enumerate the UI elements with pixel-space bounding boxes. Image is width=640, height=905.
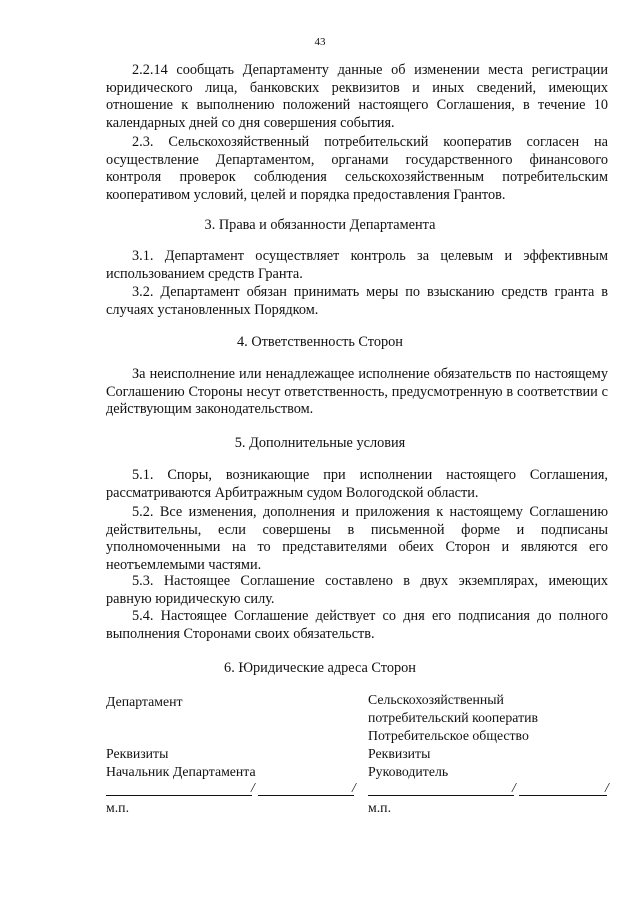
page-number: 43 [314,36,326,48]
paragraph-3-1: 3.1. Департамент осуществляет контроль за целевым и эффективным использованием средств Гранта. [106,248,608,282]
right-signature-slash-2: / [605,780,609,795]
right-signature-line [368,795,514,796]
right-signature-slash-1: / [512,780,516,795]
left-party-name: Департамент [106,694,183,709]
right-signer-title: Руководитель [368,764,449,779]
paragraph-4: За неисполнение или ненадлежащее исполнение обязательств по настоящему Соглашению Стороны несут ответственность, предусмотренную в соответствии с действующим законодательством. [106,366,608,418]
left-signer-title: Начальник Департамента [106,764,256,779]
paragraph-5-1: 5.1. Споры, возникающие при исполнении настоящего Соглашения, рассматриваются Арбитражным судом Вологодской области. [106,467,608,501]
left-signature-slash-1: / [251,780,255,795]
right-party-name-line2: потребительский кооператив [368,710,538,725]
paragraph-2-3: 2.3. Сельскохозяйственный потребительский кооператив согласен на осуществление Департаментом, органами государственного финансового контроля проверок соблюдения сельскохозяйственным потребительским кооперативом условий, целей и порядка предоставления Грантов. [106,134,608,203]
right-party-name-line1: Сельскохозяйственный [368,692,504,707]
left-requisites: Реквизиты [106,746,169,761]
paragraph-5-4: 5.4. Настоящее Соглашение действует со дня его подписания до полного выполнения Сторонами своих обязательств. [106,608,608,642]
right-requisites: Реквизиты [368,746,431,761]
right-party-name-line3: Потребительское общество [368,728,529,743]
section-heading-5: 5. Дополнительные условия [234,435,406,451]
right-seal-mark: м.п. [368,800,392,815]
paragraph-5-3: 5.3. Настоящее Соглашение составлено в двух экземплярах, имеющих равную юридическую силу. [106,573,608,607]
paragraph-3-2: 3.2. Департамент обязан принимать меры по взысканию средств гранта в случаях установленных Порядком. [106,284,608,318]
section-heading-6: 6. Юридические адреса Сторон [224,660,416,676]
right-name-line [519,795,607,796]
section-heading-3: 3. Права и обязанности Департамента [204,217,436,233]
paragraph-2-2-14: 2.2.14 сообщать Департаменту данные об изменении места регистрации юридического лица, банковских реквизитов и иных сведений, имеющих отношение к выполнению положений настоящего Соглашения, в течение 10 календарных дней со дня совершения события. [106,62,608,131]
left-signature-slash-2: / [352,780,356,795]
left-signature-line [106,795,252,796]
left-seal-mark: м.п. [106,800,130,815]
section-heading-4: 4. Ответственность Сторон [237,334,403,350]
left-name-line [258,795,354,796]
paragraph-5-2: 5.2. Все изменения, дополнения и приложения к настоящему Соглашению действительны, если совершены в письменной форме и подписаны уполномоченными на то представителями обеих Сторон и являются его неотъемлемыми частями. [106,504,608,573]
